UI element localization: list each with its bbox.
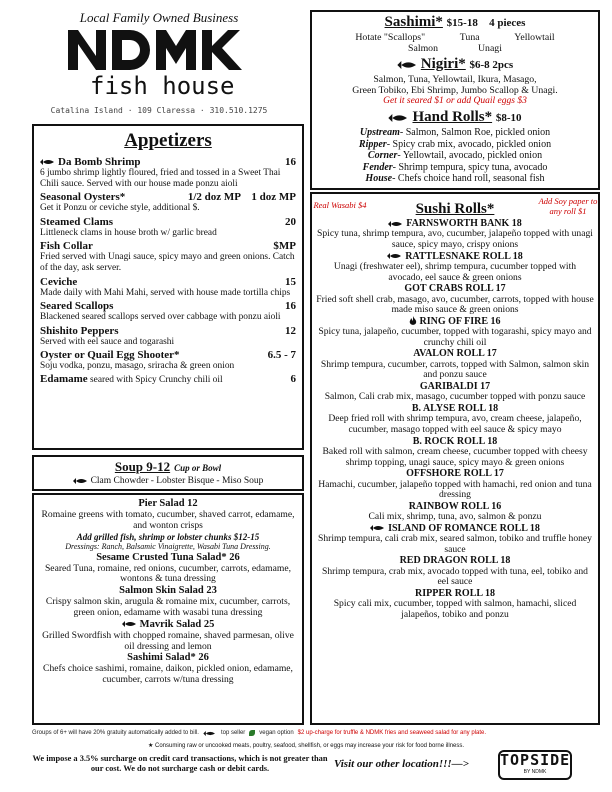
item-price: 16 [285,156,296,168]
roll-desc: Shrimp tempura, cali crab mix, seared salmon, tobiko and truffle honey sauce [318,533,592,555]
nigiri-note: Get it seared $1 or add Quail eggs $3 [383,96,527,106]
top-seller-legend: top seller [220,730,246,736]
roll-name: RIPPER ROLL 18 [414,587,495,599]
topside-logo-sub: BY NDMK [523,769,547,775]
top-seller-fish-icon [387,253,403,259]
nigiri-desc: Salmon, Tuna, Yellowtail, Ikura, Masago, [373,74,537,85]
menu-item [40,300,296,323]
hand-roll-desc: - Salmon, Salmon Roe, pickled onion [399,127,551,138]
address: Catalina Island · 109 Claressa · 310.510.1275 [50,106,268,115]
menu-item [40,349,296,372]
item-desc: 6 jumbo shrimp lightly floured, fried and tossed in a Sweet Thai Chili sauce. Served with our house made ponzu aioli [40,168,281,189]
item-desc: seared with Spicy Crunchy chili oil [87,374,223,385]
nigiri-title: Nigiri* [420,56,466,72]
salad-addon: Add grilled fish, shrimp or lobster chunks $12-15 [76,531,260,542]
gratuity-note: Groups of 6+ will have 20% gratuity automatically added to bill. [32,730,199,736]
sashimi-option: Hotate "Scallops" [355,32,426,43]
salad-dressings: Dressings: Ranch, Balsamic Vinaigrette, Wasabi Tuna Dressing. [65,541,271,551]
footer-notes [32,730,600,736]
salad-desc: Crispy salmon skin, arugula & romaine mix, cucumber, carrots, green onion, edamame with wasabi tuna dressing [45,596,291,618]
upcharge-note: $2 up-charge for truffle & NDMK fries and seaweed salad for any plate. [297,730,486,736]
salad-desc: Seared Tuna, romaine, red onions, cucumber, carrots, edamame, wontons & tuna dressing [44,562,292,585]
top-seller-fish-icon [73,478,89,484]
vegan-icon [249,730,255,736]
star-icon: ★ [147,743,155,749]
roll-name: B. ROCK ROLL 18 [412,435,498,447]
item-price: 6.5 - 7 [267,349,296,362]
soup-cup-or-bowl: Cup or Bowl [174,463,222,473]
salad-name: Mavrik Salad 25 [139,618,215,630]
hand-roll-name: House [365,173,393,185]
roll-name: GOT CRABS ROLL 17 [404,283,506,295]
hand-roll-name: Upstream [359,127,400,138]
soup-section [32,455,304,491]
sashimi-price: $15-18 [446,17,478,29]
item-price: 15 [285,275,296,288]
roll-name: FARNSWORTH BANK 18 [406,218,522,229]
sashimi-pieces: 4 pieces [489,17,526,29]
salad-name: Sesame Crusted Tuna Salad* 26 [96,551,240,563]
hand-roll-desc: - Yellowtail, avocado, pickled onion [397,150,543,162]
roll-desc: Spicy tuna, shrimp tempura, avo, cucumber, jalapeño topped with unagi sauce, spicy mayo, crispy onions [317,228,593,250]
roll-desc: Shrimp tempura, crab mix, avocado topped with tuna, eel, tobiko and eel sauce [322,565,588,588]
item-name: Shishito Peppers [40,324,119,337]
item-name: Steamed Clams [40,215,114,228]
top-seller-fish-icon [40,159,56,165]
sushi-rolls-title: Sushi Rolls* [415,201,495,217]
tagline: Local Family Owned Business [79,10,239,25]
menu-item [40,216,296,239]
appetizers-title: Appetizers [124,130,212,151]
roll-name: RATTLESNAKE ROLL 18 [405,250,523,262]
item-price: $MP [273,240,296,253]
sashimi-nigiri-handroll-section [310,10,600,190]
roll-desc: Hamachi, cucumber, jalapeño topped with hamachi, red onion and tuna dressing [318,478,592,501]
soup-title: Soup 9-12 [114,459,171,474]
item-price: 12 [285,324,296,337]
hand-roll-item [318,173,592,185]
vegan-legend: vegan option [259,730,294,736]
item-name: Edamame [40,372,88,385]
roll-desc: Deep fried roll with shrimp tempura, avo, cream cheese, jalapeño, cucumber, masago topped with eel sauce & spicy mayo [328,413,582,435]
surcharge-notice: We impose a 3.5% surcharge on credit card transactions, which is not greater than our cost. We do not surcharge cash or debit cards. [32,754,328,773]
menu-item [40,374,296,386]
item-name: Ceviche [40,275,78,288]
item-price: 1/2 doz MP 1 doz MP [187,191,296,204]
top-seller-fish-icon [397,61,419,69]
sashimi-title: Sashimi* [384,14,443,30]
salad-desc: Chefs choice sashimi, romaine, daikon, pickled onion, edamame, cucumber, carrots w/tuna dressing [43,663,293,686]
item-desc: Littleneck clams in house broth w/ garlic bread [40,227,217,238]
item-name: Fish Collar [40,240,93,253]
top-seller-fish-icon [203,731,217,736]
roll-desc: Fried soft shell crab, masago, avo, cucumber, carrots, topped with house made miso sauce & green onions [316,293,594,316]
soup-list: Clam Chowder - Lobster Bisque - Miso Soup [90,476,264,486]
item-desc: Blackened seared scallops served over cabbage with ponzu aioli [40,312,281,323]
roll-name: ISLAND OF ROMANCE ROLL 18 [388,522,540,534]
nigiri-price: $6-8 2pcs [469,59,514,71]
roll-desc: Baked roll with salmon, cream cheese, cucumber topped with cheesy shrimp topping, unagi sauce, spicy mayo & green onions [322,445,588,468]
sashimi-option: Tuna [459,32,480,43]
item-price: 6 [290,372,296,385]
hand-roll-name: Fender [362,161,393,173]
item-desc: Get it Ponzu or ceviche style, additional $. [40,203,200,214]
item-name: Seared Scallops [40,300,114,313]
hand-rolls-title: Hand Rolls* [412,109,493,125]
top-seller-fish-icon [388,114,410,122]
consuming-warning: Consuming raw or uncooked meats, poultry, seafood, shellfish, or eggs may increase your risk for food borne illness. [155,743,465,749]
hand-roll-item [318,127,592,139]
topside-logo-text: TOPSIDE [500,751,571,769]
roll-desc: Shrimp tempura, cucumber, carrots, topped with Salmon, salmon skin and ponzu sauce [320,358,590,381]
menu-item [40,191,296,214]
roll-name: B. ALYSE ROLL 18 [411,402,499,414]
menu-item [40,276,296,299]
real-wasabi-note: Real Wasabi $4 [313,200,367,210]
salads-section [32,493,304,725]
salad-desc: Romaine greens with tomato, cucumber, shaved carrot, edamame, and wonton crisps [41,509,295,531]
hand-rolls-price: $8-10 [495,112,522,124]
sashimi-option: Salmon [408,43,438,54]
roll-desc: Unagi (freshwater eel), shrimp tempura, cucumber topped with avocado, eel sauce & green onions [333,261,577,283]
item-name: Da Bomb Shrimp [58,156,141,168]
nigiri-desc: Green Tobiko, Ebi Shrimp, Jumbo Scallop & Unagi. [352,85,558,96]
item-desc: Soju vodka, ponzu, masago, sriracha & green onion [40,361,235,372]
top-seller-fish-icon [122,621,138,627]
roll-name: RING OF FIRE 16 [419,315,501,327]
consuming-warning-line [0,742,612,749]
sashimi-option: Yellowtail [514,32,555,43]
menu-item [40,325,296,348]
hand-roll-item [318,150,592,162]
salad-name: Sashimi Salad* 26 [127,652,209,664]
roll-desc: Salmon, Cali crab mix, masago, cucumber topped with ponzu sauce [324,391,586,403]
roll-name: OFFSHORE ROLL 17 [406,468,504,480]
salad-desc: Grilled Swordfish with chopped romaine, shaved parmesan, olive oil dressing and lemon [42,629,294,652]
item-price: 20 [285,215,296,228]
logo-subtitle: fish house [90,72,235,100]
roll-name: RAINBOW ROLL 16 [408,500,502,512]
roll-desc: Spicy cali mix, cucumber, topped with salmon, hamachi, sliced jalapeños, tobiko and ponzu [333,598,577,620]
top-seller-fish-icon [388,221,404,227]
top-seller-fish-icon [370,525,386,531]
visit-other-location: Visit our other location!!!—> [334,758,469,770]
item-name: Seasonal Oysters* [40,191,126,204]
hand-roll-item [318,139,592,151]
salad-name: Pier Salad 12 [138,498,198,509]
item-name: Oyster or Quail Egg Shooter* [40,349,180,362]
roll-desc: Cali mix, shrimp, tuna, avo, salmon & ponzu [368,511,542,523]
roll-name: AVALON ROLL 17 [413,348,497,360]
menu-item [40,156,296,189]
soy-paper-note: Add Soy paper to any roll $1 [538,196,598,216]
salad-name: Salmon Skin Salad 23 [119,585,217,597]
hand-roll-name: Ripper [358,138,387,150]
item-desc: Fried served with Unagi sauce, spicy mayo and green onions. Catch of the day, ask server. [40,252,295,273]
appetizers-section [32,124,304,450]
item-price: 16 [285,300,296,313]
hand-roll-name: Corner [367,150,398,162]
roll-desc: Spicy tuna, jalapeño, cucumber, topped with togarashi, spicy mayo and crunchy chili oil [318,326,592,348]
topside-logo [498,750,572,780]
menu-item [40,240,296,273]
item-desc: Served with eel sauce and togarashi [40,336,175,347]
hand-roll-desc: - Shrimp tempura, spicy tuna, avocado [392,161,548,173]
roll-name: RED DRAGON ROLL 18 [399,555,511,567]
hand-roll-item [318,162,592,174]
hand-roll-desc: - Spicy crab mix, avocado, pickled onion [386,138,552,150]
fire-icon [409,316,417,326]
sashimi-option: Unagi [477,43,502,54]
hand-roll-desc: - Chefs choice hand roll, seasonal fish [392,173,545,185]
sushi-rolls-section [310,192,600,725]
item-desc: Made daily with Mahi Mahi, served with house made tortilla chips [40,287,291,298]
roll-name: GARIBALDI 17 [419,380,491,392]
